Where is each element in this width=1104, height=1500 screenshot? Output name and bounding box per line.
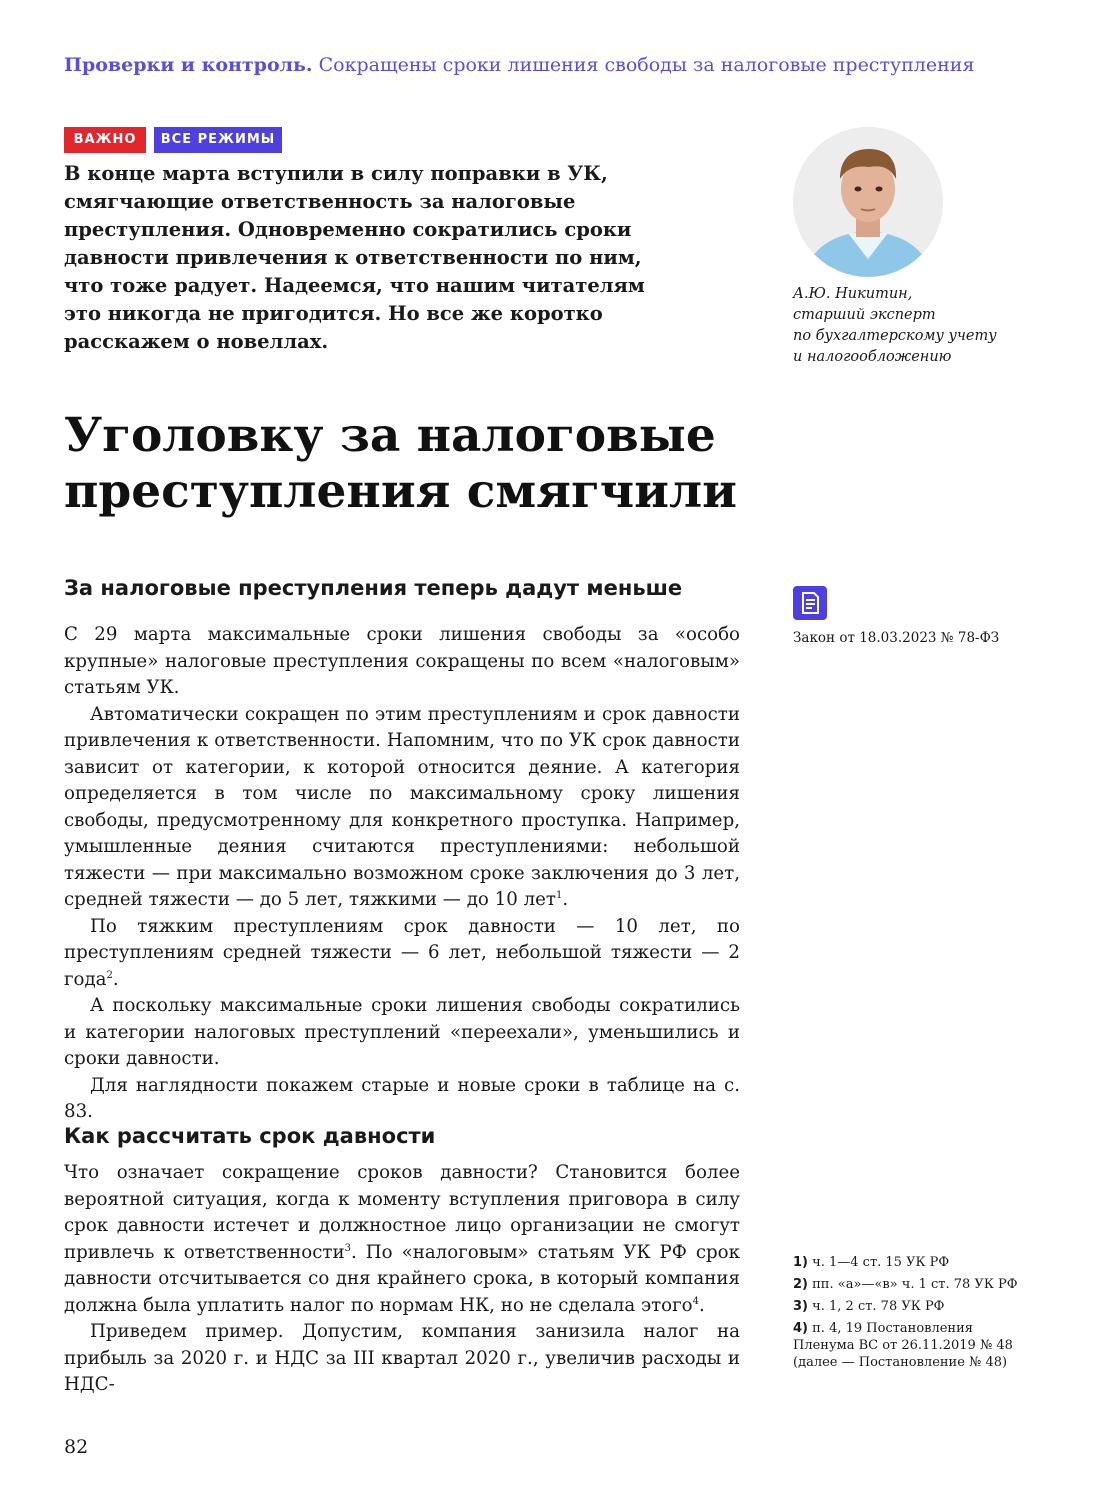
author-role-2: по бухгалтерскому учету [793, 328, 997, 344]
lead-paragraph: В конце марта вступили в силу поправки в УК, смягчающие ответственность за налоговые преступления. Одновременно сократились сроки давности привлечения к ответственности по ним, что тоже радует. Надеемся, что нашим читателям это никогда не пригодится. Но все же коротко расскажем о новеллах. [64, 162, 645, 353]
tags [64, 127, 282, 153]
section-1-heading: За налоговые преступления теперь дадут меньше [64, 576, 683, 600]
section-1-body [64, 622, 740, 1126]
footnote-1: 1) ч. 1—4 ст. 15 УК РФ [793, 1255, 950, 1270]
document-icon [793, 586, 827, 620]
footnote-2: 2) пп. «а»—«в» ч. 1 ст. 78 УК РФ [793, 1277, 1018, 1292]
article-title-line-1: Уголовку за налоговые [64, 408, 716, 463]
footnote-ref-4[interactable]: 4 [692, 1295, 699, 1307]
article-title [64, 408, 784, 520]
footnote-4: 4) п. 4, 19 Постановления Пленума ВС от 26.11.2019 № 48 (далее — Постановление № 48) [793, 1321, 1013, 1370]
footnote-ref-3[interactable]: 3 [344, 1242, 351, 1254]
section-1-paragraph-1: С 29 марта максимальные сроки лишения свободы за «особо крупные» налоговые преступления сокращены по всем «налоговым» статьям УК. [64, 624, 740, 698]
author-caption [793, 284, 997, 368]
article-title-line-2: преступления смягчили [64, 464, 738, 519]
author-role-1: старший эксперт [793, 307, 936, 323]
section-1-paragraph-5: Для наглядности покажем старые и новые сроки в таблице на с. 83. [64, 1074, 740, 1122]
page-number: 82 [64, 1436, 89, 1458]
footnote-ref-1[interactable]: 1 [555, 889, 563, 901]
section-1-paragraph-4: А поскольку максимальные сроки лишения свободы сократились и категории налоговых преступлений «переехали», уменьшились и сроки давности. [64, 995, 740, 1069]
author-name: А.Ю. Никитин, [793, 286, 913, 302]
author-role-3: и налогообложению [793, 349, 952, 365]
tag-important: ВАЖНО [64, 127, 146, 153]
tag-all-regimes: ВСЕ РЕЖИМЫ [154, 127, 282, 153]
section-2-body [64, 1160, 740, 1399]
section-2-paragraph-2: Приведем пример. Допустим, компания занизила налог на прибыль за 2020 г. и НДС за III квартал 2020 г., увеличив расходы и НДС- [64, 1321, 740, 1395]
author-portrait-icon [793, 127, 943, 277]
section-2-heading: Как рассчитать срок давности [64, 1124, 436, 1148]
running-head-section: Проверки и контроль. [64, 54, 313, 76]
section-2-paragraph-1: Что означает сокращение сроков давности? Становится более вероятной ситуация, когда к моменту вступления приговора в силу срок давности истечет и должностное лицо организации не смогут привлечь к ответственности$^3$. По «налоговым» статьям УК РФ срок давности отсчитывается со дня крайнего срока, в который компания должна была уплатить налог по нормам НК, но не сделала этого$^4$. [64, 1162, 740, 1316]
law-reference: Закон от 18.03.2023 № 78-ФЗ [793, 630, 1000, 646]
author-photo [793, 127, 943, 277]
footnote-3: 3) ч. 1, 2 ст. 78 УК РФ [793, 1299, 945, 1314]
section-1-paragraph-3: По тяжким преступлениям срок давности — 10 лет, по преступлениям средней тяжести — 6 лет, небольшой тяжести — 2 года$^2$. [64, 915, 740, 990]
section-1-paragraph-2: Автоматически сокращен по этим преступлениям и срок давности привлечения к ответственности. Напомним, что по УК срок давности зависит от категории, к которой относится деяние. А категория определяется в том числе по максимальному сроку лишения свободы, предусмотренному для конкретного проступка. Например, умышленные деяния считаются преступлениями: небольшой тяжести — при максимально возможном сроке заключения до 3 лет, средней тяжести — до 5 лет, тяжкими — до 10 лет$^1$. [64, 703, 740, 910]
running-head-title: Сокращены сроки лишения свободы за налоговые преступления [318, 54, 975, 76]
running-head [64, 54, 974, 76]
footnote-ref-2[interactable]: 2 [106, 969, 113, 981]
footnotes [793, 1254, 1033, 1376]
